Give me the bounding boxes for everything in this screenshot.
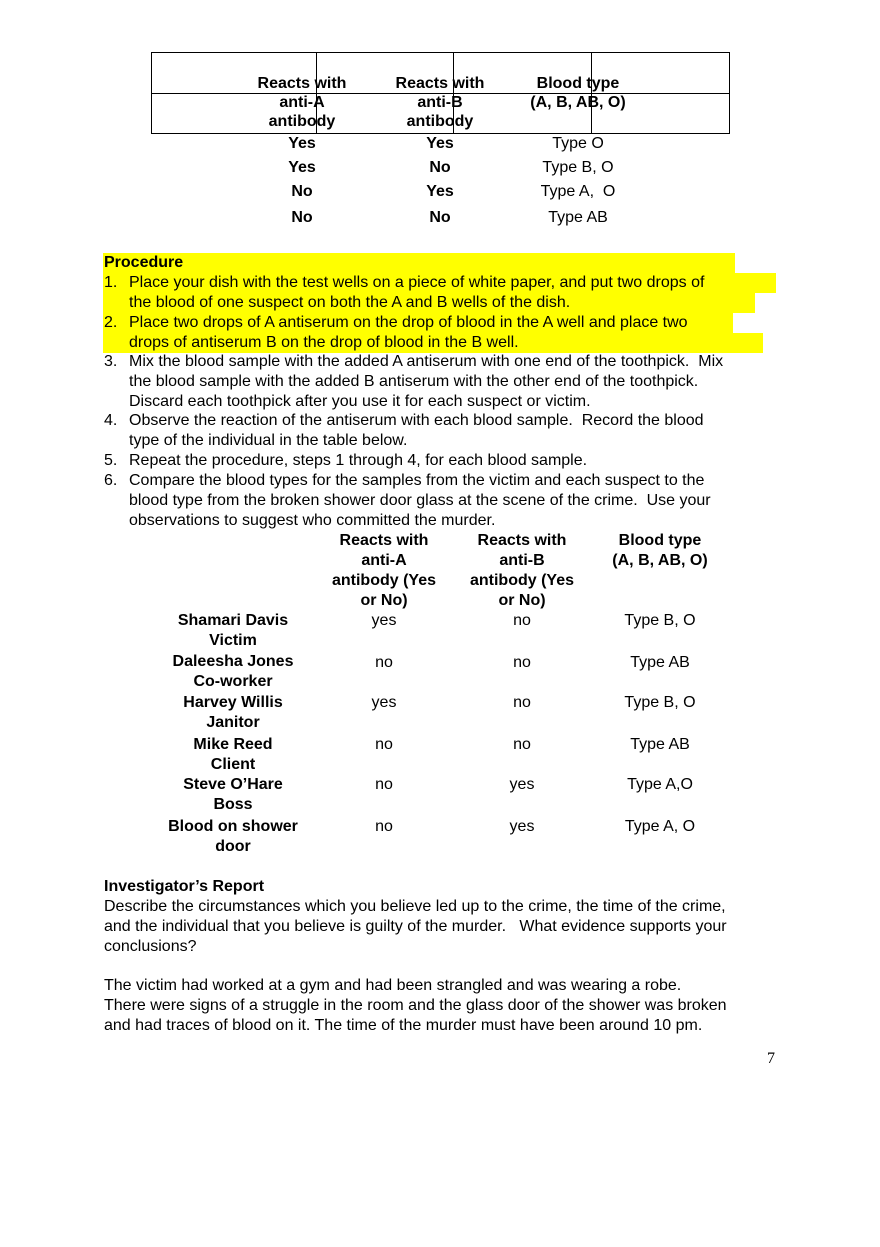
reference-cell: Type B, O — [542, 159, 614, 176]
step-text: Place your dish with the test wells on a piece of white paper, and put two drops of — [129, 274, 705, 291]
step-text: Place two drops of A antiserum on the drop of blood in the A well and place two — [129, 314, 688, 331]
anti-a-result: yes — [371, 694, 397, 711]
page-number: 7 — [767, 1050, 775, 1067]
blood-type-result: Type A, O — [624, 818, 696, 835]
report-prompt-line: Describe the circumstances which you believe led up to the crime, the time of the crime, — [104, 898, 726, 915]
blood-type-result: Type B, O — [624, 694, 696, 711]
reference-cell: No — [291, 183, 313, 200]
suspect-name: Harvey Willis Janitor — [183, 694, 283, 731]
suspect-name: Shamari Davis Victim — [177, 612, 289, 649]
anti-a-result: no — [375, 654, 393, 671]
report-prompt-line: conclusions? — [104, 938, 197, 955]
blood-type-result: Type AB — [630, 736, 690, 753]
report-answer-line: and had traces of blood on it. The time of the murder must have been around 10 pm. — [104, 1017, 703, 1034]
anti-b-result: no — [513, 654, 531, 671]
reference-cell: Type O — [552, 135, 604, 152]
step-number: 3. — [104, 353, 118, 370]
step-text: Discard each toothpick after you use it for each suspect or victim. — [129, 393, 591, 410]
procedure-heading: Procedure — [104, 254, 184, 271]
step-text: drops of antiserum B on the drop of blood in the B well. — [129, 334, 519, 351]
step-text: Mix the blood sample with the added A antiserum with one end of the toothpick. Mix — [129, 353, 724, 370]
suspect-header-blood-type: Blood type (A, B, AB, O) — [612, 532, 708, 569]
reference-cell: No — [429, 209, 451, 226]
reference-header-anti-b: Reacts with anti-B antibody — [395, 75, 485, 130]
suspect-name: Daleesha Jones Co-worker — [172, 653, 294, 690]
step-text: Compare the blood types for the samples from the victim and each suspect to the — [129, 472, 705, 489]
anti-a-result: no — [375, 776, 393, 793]
step-text: Repeat the procedure, steps 1 through 4, for each blood sample. — [129, 452, 588, 469]
step-number: 2. — [104, 314, 118, 331]
reference-cell: Yes — [288, 159, 316, 176]
anti-a-result: no — [375, 736, 393, 753]
anti-b-result: yes — [509, 818, 535, 835]
step-number: 1. — [104, 274, 118, 291]
report-heading: Investigator’s Report — [104, 878, 265, 895]
highlight-band — [103, 253, 735, 273]
step-text: the blood of one suspect on both the A and B wells of the dish. — [129, 294, 571, 311]
reference-header-anti-a: Reacts with anti-A antibody — [257, 75, 347, 130]
step-text: type of the individual in the table below. — [129, 432, 408, 449]
suspect-name: Blood on shower door — [168, 818, 298, 855]
step-text: observations to suggest who committed the murder. — [129, 512, 496, 529]
step-number: 5. — [104, 452, 118, 469]
reference-cell: Yes — [288, 135, 316, 152]
reference-header-blood-type: Blood type (A, B, AB, O) — [530, 75, 626, 111]
anti-b-result: yes — [509, 776, 535, 793]
suspect-header-anti-a: Reacts with anti-A antibody (Yes or No) — [331, 532, 437, 609]
suspect-name: Mike Reed Client — [193, 736, 273, 773]
suspect-name: Steve O’Hare Boss — [183, 776, 283, 813]
reference-cell: Type AB — [548, 209, 608, 226]
blood-type-result: Type A,O — [627, 776, 693, 793]
step-text: Observe the reaction of the antiserum with each blood sample. Record the blood — [129, 412, 704, 429]
anti-a-result: no — [375, 818, 393, 835]
blood-type-result: Type B, O — [624, 612, 696, 629]
reference-cell: Yes — [426, 135, 454, 152]
reference-cell: No — [429, 159, 451, 176]
report-prompt-line: and the individual that you believe is guilty of the murder. What evidence supports your — [104, 918, 727, 935]
anti-b-result: no — [513, 694, 531, 711]
report-answer-line: There were signs of a struggle in the room and the glass door of the shower was broken — [104, 997, 727, 1014]
step-number: 6. — [104, 472, 118, 489]
anti-b-result: no — [513, 736, 531, 753]
anti-b-result: no — [513, 612, 531, 629]
reference-cell: No — [291, 209, 313, 226]
reference-cell: Yes — [426, 183, 454, 200]
blood-type-result: Type AB — [630, 654, 690, 671]
step-number: 4. — [104, 412, 118, 429]
reference-cell: Type A, O — [540, 183, 616, 200]
step-text: blood type from the broken shower door glass at the scene of the crime. Use your — [129, 492, 711, 509]
step-text: the blood sample with the added B antiserum with the other end of the toothpick. — [129, 373, 699, 390]
anti-a-result: yes — [371, 612, 397, 629]
report-answer-line: The victim had worked at a gym and had been strangled and was wearing a robe. — [104, 977, 682, 994]
suspect-header-anti-b: Reacts with anti-B antibody (Yes or No) — [469, 532, 575, 609]
